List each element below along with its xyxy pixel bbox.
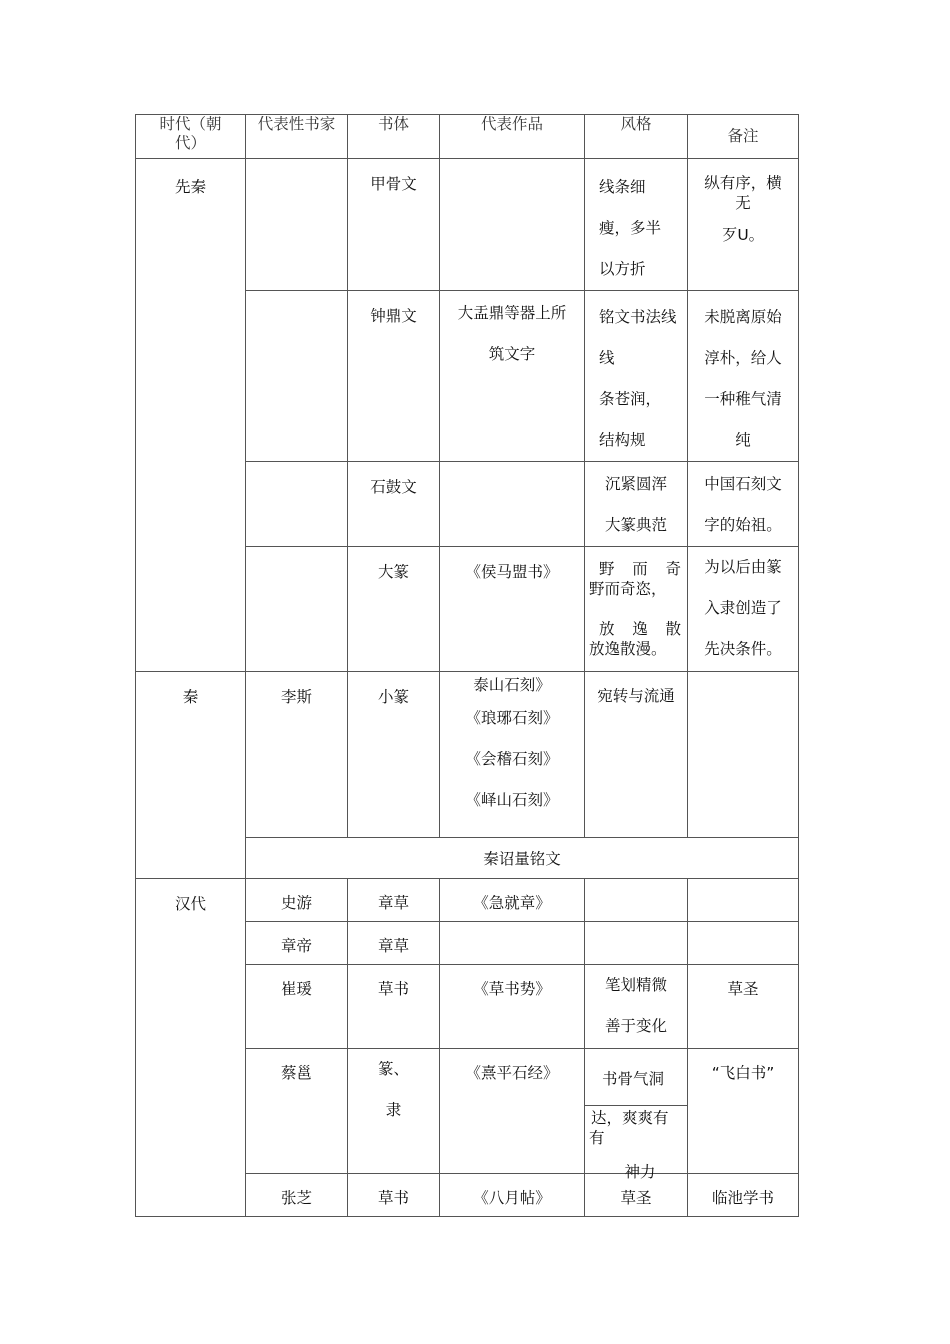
notes-cell: 临池学书 bbox=[688, 1174, 799, 1217]
header-works: 代表作品 bbox=[440, 115, 585, 159]
notes-cell: 中国石刻文 字的始祖。 bbox=[688, 462, 799, 547]
works-cell: 《熹平石经》 bbox=[440, 1049, 585, 1174]
table-row bbox=[136, 672, 799, 838]
notes-cell: 纵有序，横无 歹U。 bbox=[688, 159, 799, 291]
script-cell: 甲骨文 bbox=[348, 159, 440, 291]
notes-cell: 未脱离原始 淳朴，给人 一种稚气清 纯 bbox=[688, 291, 799, 462]
era-cell: 汉代 bbox=[136, 879, 246, 1217]
notes-cell: 为以后由篆 入隶创造了 先决条件。 bbox=[688, 547, 799, 672]
calligrapher-cell bbox=[246, 291, 348, 462]
style-cell: 宛转与流通 bbox=[585, 672, 688, 838]
script-cell: 草书 bbox=[348, 1174, 440, 1217]
style-cell: 笔划精微 善于变化 bbox=[585, 965, 688, 1049]
style-cell: 野而奇 野而奇恣， 放逸散 放逸散漫。 bbox=[585, 547, 688, 672]
calligrapher-cell: 张芝 bbox=[246, 1174, 348, 1217]
era-cell: 先秦 bbox=[136, 159, 246, 672]
header-calligrapher: 代表性书家 bbox=[246, 115, 348, 159]
calligrapher-cell bbox=[246, 547, 348, 672]
calligraphy-history-table bbox=[135, 114, 799, 1217]
style-cell: 线条细 瘦，多半 以方折 bbox=[585, 159, 688, 291]
script-cell: 草书 bbox=[348, 965, 440, 1049]
works-cell: 《八月帖》 bbox=[440, 1174, 585, 1217]
era-cell: 秦 bbox=[136, 672, 246, 879]
notes-cell: 草圣 bbox=[688, 965, 799, 1049]
calligrapher-cell: 章帝 bbox=[246, 922, 348, 965]
calligrapher-cell: 李斯 bbox=[246, 672, 348, 838]
script-cell: 章草 bbox=[348, 922, 440, 965]
header-style: 风格 bbox=[585, 115, 688, 159]
works-cell: 泰山石刻》 《琅琊石刻》 《会稽石刻》 《峄山石刻》 bbox=[440, 672, 585, 838]
works-cell bbox=[440, 922, 585, 965]
calligrapher-cell: 史游 bbox=[246, 879, 348, 922]
style-cell: 铭文书法线 线 条苍润， 结构规 bbox=[585, 291, 688, 462]
notes-cell bbox=[688, 672, 799, 838]
notes-cell bbox=[688, 879, 799, 922]
header-script: 书体 bbox=[348, 115, 440, 159]
notes-cell: “飞白书” bbox=[688, 1049, 799, 1174]
notes-cell bbox=[688, 922, 799, 965]
style-cell: 书骨气洞 达，爽爽有 有 神力 bbox=[585, 1049, 688, 1174]
script-cell: 石鼓文 bbox=[348, 462, 440, 547]
style-cell bbox=[585, 922, 688, 965]
works-cell bbox=[440, 159, 585, 291]
style-cell: 草圣 bbox=[585, 1174, 688, 1217]
header-row bbox=[136, 115, 799, 159]
table-row bbox=[136, 159, 799, 291]
script-cell: 篆、 隶 bbox=[348, 1049, 440, 1174]
script-cell: 钟鼎文 bbox=[348, 291, 440, 462]
works-cell: 《草书势》 bbox=[440, 965, 585, 1049]
calligrapher-cell: 崔瑗 bbox=[246, 965, 348, 1049]
merged-cell: 秦诏量铭文 bbox=[246, 838, 799, 879]
header-notes: 备注 bbox=[688, 115, 799, 159]
script-cell: 小篆 bbox=[348, 672, 440, 838]
works-cell: 《侯马盟书》 bbox=[440, 547, 585, 672]
works-cell: 《急就章》 bbox=[440, 879, 585, 922]
style-cell bbox=[585, 879, 688, 922]
script-cell: 章草 bbox=[348, 879, 440, 922]
works-cell: 大盂鼎等器上所 筑文字 bbox=[440, 291, 585, 462]
calligrapher-cell bbox=[246, 462, 348, 547]
style-cell: 沉紧圆浑 大篆典范 bbox=[585, 462, 688, 547]
works-cell bbox=[440, 462, 585, 547]
calligrapher-cell bbox=[246, 159, 348, 291]
header-era: 时代（朝代） bbox=[136, 115, 246, 159]
script-cell: 大篆 bbox=[348, 547, 440, 672]
table-row bbox=[136, 879, 799, 922]
calligrapher-cell: 蔡邕 bbox=[246, 1049, 348, 1174]
